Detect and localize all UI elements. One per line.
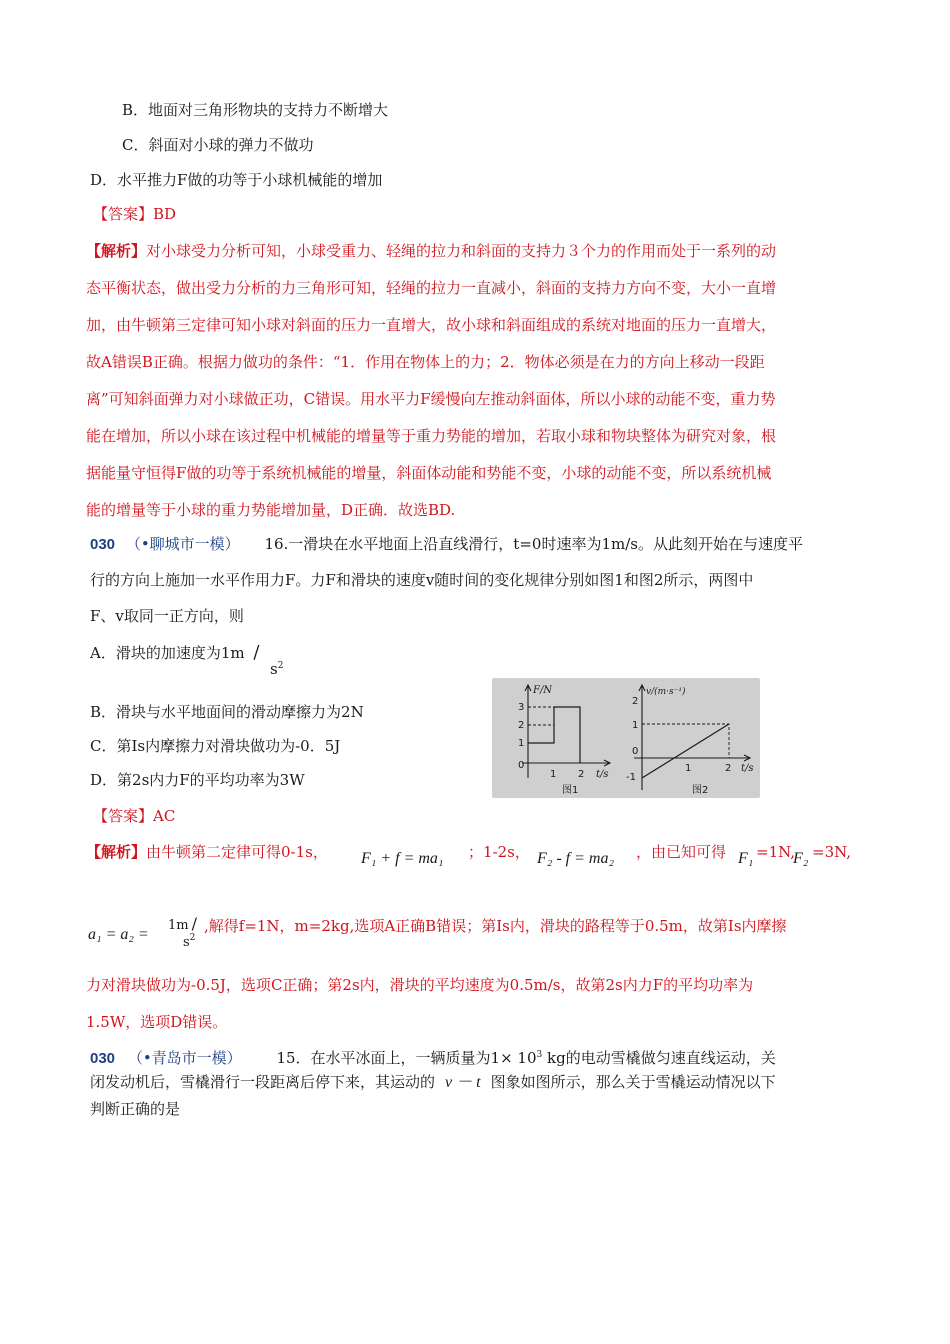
fig2-x-tick-2: 2 xyxy=(725,763,732,774)
fig1-x-tick-2: 2 xyxy=(578,769,585,780)
fig2-y-tick-2: 2 xyxy=(632,696,639,707)
f2-symbol: F₂ xyxy=(793,850,809,867)
equation-3-denominator: $s^2$ xyxy=(183,933,196,950)
analysis-2-label: 【解析】 xyxy=(86,843,147,861)
f1-symbol: F₁ xyxy=(738,850,754,867)
q16-option-d: D．第2s内力F的平均功率为3W xyxy=(90,771,305,789)
f1-value: =1N, xyxy=(756,843,796,861)
fig1-x-tick-1: 1 xyxy=(550,769,557,780)
fig1-y-tick-1: 1 xyxy=(518,738,525,749)
q16-option-a-unit: $s^2$ xyxy=(270,660,284,678)
equation-3-slash: / xyxy=(191,914,197,933)
fig2-x-label: t/s xyxy=(741,763,754,774)
answer-label-2: 【答案】AC xyxy=(93,807,176,825)
q15-stem-2: 判断正确的是 xyxy=(90,1100,181,1118)
fraction-slash: / xyxy=(253,642,260,663)
option-c-prev: C．斜面对小球的弹力不做功 xyxy=(122,136,314,154)
q16-stem-2: F、v取同一正方向，则 xyxy=(90,607,244,625)
fig1-guide-lines xyxy=(528,707,554,725)
fig1-y-tick-3: 3 xyxy=(518,702,525,713)
analysis-1-line-0: 【解析】对小球受力分析可知，小球受重力、轻绳的拉力和斜面的支持力３个力的作用而处于一系列的动 xyxy=(86,242,777,260)
analysis-1-line-4: 离”可知斜面弹力对小球做正功，C错误。用水平力F缓慢向左推动斜面体，所以小球的动能不变，重力势 xyxy=(86,390,776,408)
answer-label-1: 【答案】BD xyxy=(93,205,177,223)
equation-3-numerator: 1m / xyxy=(168,914,197,933)
fig1-force-graph xyxy=(528,707,580,763)
q15-stem-0: 15．在水平冰面上，一辆质量为$1\times 10^3$ kg的电动雪橇做匀速直线运动，关 xyxy=(276,1049,776,1067)
q15-source: （•青岛市一模） xyxy=(127,1049,242,1067)
option-b-prev: B．地面对三角形物块的支持力不断增大 xyxy=(122,101,389,119)
analysis-1-line-5: 能在增加，所以小球在该过程中机械能的增量等于重力势能的增加，若取小球和物块整体为研究对象，根 xyxy=(86,427,777,445)
fig2-y-tick-1: 1 xyxy=(632,720,639,731)
q15-vt-symbol: v － t xyxy=(445,1074,481,1091)
q16-figure xyxy=(492,678,760,798)
option-d-prev: D．水平推力F做的功等于小球机械能的增加 xyxy=(90,171,383,189)
equation-2: F₂ - f = ma₂ xyxy=(537,850,615,867)
q16-header xyxy=(90,534,803,555)
q16-figure-svg xyxy=(492,678,760,798)
q16-option-b: B．滑块与水平地面间的滑动摩擦力为2N xyxy=(90,703,364,721)
q16-stem-1: 行的方向上施加一水平作用力F。力F和滑块的速度v随时间的变化规律分别如图1和图2所示，两图中 xyxy=(90,571,754,589)
analysis-2-known: ，由已知可得 xyxy=(636,843,727,861)
fig2-caption: 图2 xyxy=(692,785,709,796)
f2-value: =3N, xyxy=(812,843,852,861)
equation-1: F₁ + f = ma₁ xyxy=(361,850,444,867)
fig2-y-tick-neg1: -1 xyxy=(626,772,636,783)
q15-stem-1: 闭发动机后，雪橇滑行一段距离后停下来，其运动的 v － t 图象如图所示，那么关于雪橇运动情况以下 xyxy=(90,1073,776,1091)
fig1-y-tick-0: 0 xyxy=(518,760,525,771)
analysis-label: 【解析】 xyxy=(86,242,147,260)
fig2-guide-lines xyxy=(642,724,729,758)
fig1-x-label: t/s xyxy=(596,769,609,780)
q16-number: 030 xyxy=(90,536,116,553)
fig1-y-tick-2: 2 xyxy=(518,720,525,731)
q15-header xyxy=(90,1045,776,1069)
q16-option-a: A．滑块的加速度为1m / xyxy=(90,642,260,663)
fig2-y-tick-0: 0 xyxy=(632,746,639,757)
q15-number: 030 xyxy=(90,1050,116,1067)
equation-3: a₁ = a₂ = xyxy=(88,926,149,943)
analysis-2-mid: ；1-2s， xyxy=(468,843,530,861)
analysis-1-line-7: 能的增量等于小球的重力势能增加量，D正确．故选BD. xyxy=(86,501,456,519)
analysis-1-line-1: 态平衡状态，做出受力分析的力三角形可知，轻绳的拉力一直减小，斜面的支持力方向不变，大小一直增 xyxy=(86,279,777,297)
fig2-x-tick-1: 1 xyxy=(685,763,692,774)
q16-option-c: C．第Is内摩擦力对滑块做功为-0．5J xyxy=(90,737,341,755)
fig1-y-label: F/N xyxy=(533,685,553,696)
fig2-y-label: v/(m·s⁻¹) xyxy=(646,687,686,697)
analysis-2-line-3: 1.5W，选项D错误。 xyxy=(86,1013,228,1031)
analysis-2-line-0: 【解析】由牛顿第二定律可得0-1s， xyxy=(86,843,328,861)
fig1-caption: 图1 xyxy=(562,785,579,796)
analysis-1-line-2: 加，由牛顿第三定律可知小球对斜面的压力一直增大，故小球和斜面组成的系统对地面的压力一直增大， xyxy=(86,316,777,334)
analysis-2-line-2: 力对滑块做功为-0.5J，选项C正确；第2s内，滑块的平均速度为0.5m/s，故第2s内力F的平均功率为 xyxy=(86,976,754,994)
q16-stem-0: 16.一滑块在水平地面上沿直线滑行，t=0时速率为1m/s。从此刻开始在与速度平 xyxy=(264,535,803,553)
analysis-2-line-1: ,解得f=1N，m=2kg,选项A正确B错误；第Is内，滑块的路程等于0.5m，故第Is内摩擦 xyxy=(204,917,787,935)
q16-source: （•聊城市一模） xyxy=(125,535,240,553)
analysis-1-line-6: 据能量守恒得F做的功等于系统机械能的增量，斜面体动能和势能不变，小球的动能不变，所以系统机械 xyxy=(86,464,772,482)
analysis-1-line-3: 故A错误B正确。根据力做功的条件：“1．作用在物体上的力；2．物体必须是在力的方向上移动一段距 xyxy=(86,353,765,371)
